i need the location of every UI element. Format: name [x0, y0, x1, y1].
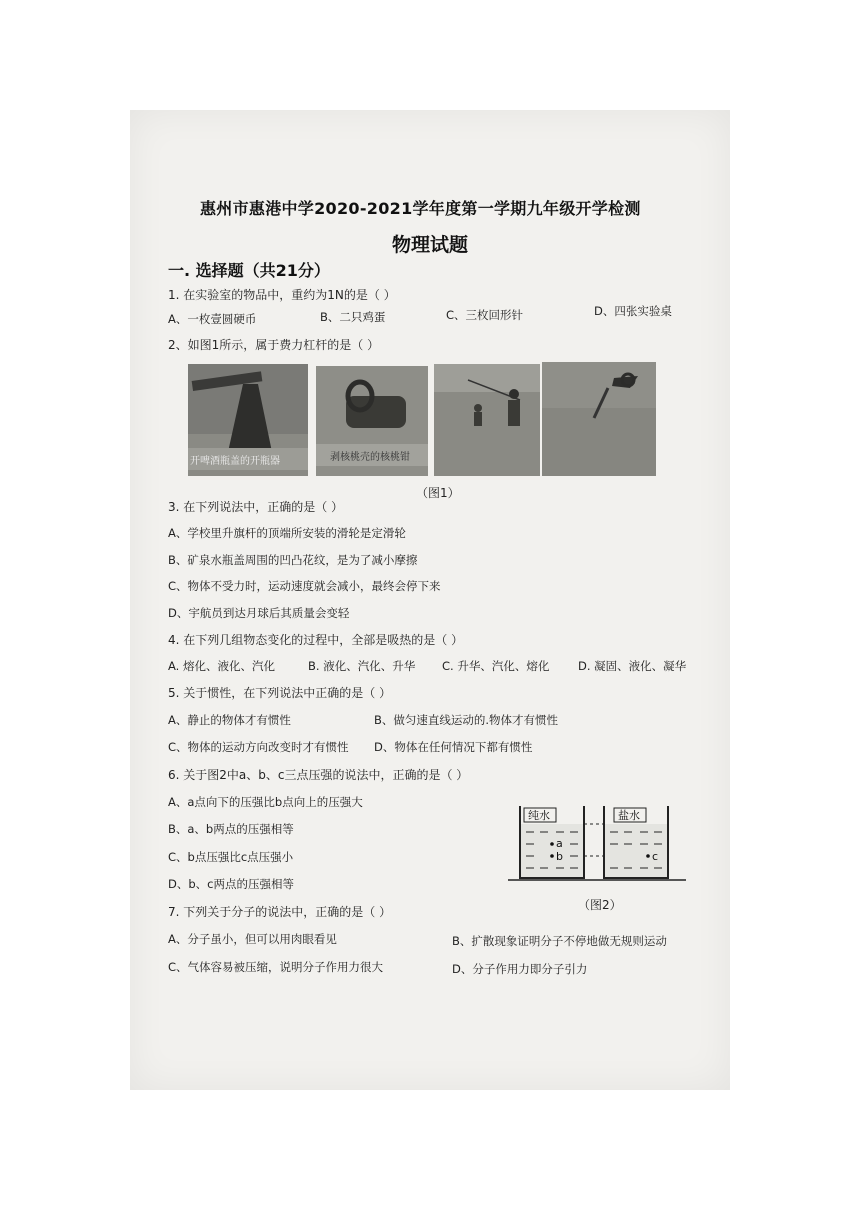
question-1-option-b: B、二只鸡蛋	[320, 310, 386, 324]
beaker-label-salt-water: 盐水	[618, 809, 640, 822]
question-4-option-b: B. 液化、汽化、升华	[308, 659, 416, 673]
question-6-option-a: A、a点向下的压强比b点向上的压强大	[168, 795, 363, 809]
question-3-stem: 3. 在下列说法中，正确的是（ ）	[168, 500, 344, 514]
question-1-option-a: A、一枚壹圆硬币	[168, 312, 257, 326]
exam-subtitle: 物理试题	[392, 234, 469, 256]
figure-1-photo-2-caption: 剥核桃壳的核桃钳	[330, 452, 410, 463]
question-6-option-d: D、b、c两点的压强相等	[168, 877, 294, 891]
question-4-option-d: D. 凝固、液化、凝华	[578, 659, 687, 673]
question-1-option-c: C、三枚回形针	[446, 308, 524, 322]
question-7-option-d: D、分子作用力即分子引力	[452, 962, 588, 976]
point-a-marker	[550, 842, 554, 846]
question-1-stem: 1. 在实验室的物品中，重约为1N的是（ ）	[168, 288, 396, 302]
question-7-option-c: C、气体容易被压缩，说明分子作用力很大	[168, 960, 384, 974]
question-3-option-b: B、矿泉水瓶盖周围的凹凸花纹，是为了减小摩擦	[168, 553, 418, 567]
question-1-option-d: D、四张实验桌	[594, 304, 672, 318]
question-7-option-b: B、扩散现象证明分子不停地做无规则运动	[452, 934, 667, 948]
question-7-stem: 7. 下列关于分子的说法中，正确的是（ ）	[168, 905, 392, 919]
question-3-option-c: C、物体不受力时，运动速度就会减小，最终会停下来	[168, 579, 441, 593]
point-b-label: b	[556, 850, 563, 863]
question-5-option-b: B、做匀速直线运动的.物体才有惯性	[374, 713, 559, 727]
question-5-option-d: D、物体在任何情况下都有惯性	[374, 740, 533, 754]
question-6-stem: 6. 关于图2中a、b、c三点压强的说法中，正确的是（ ）	[168, 768, 469, 782]
question-3-option-d: D、宇航员到达月球后其质量会变轻	[168, 606, 350, 620]
question-5-option-a: A、静止的物体才有惯性	[168, 713, 291, 727]
question-4-option-a: A. 熔化、液化、汽化	[168, 659, 275, 673]
question-6-option-b: B、a、b两点的压强相等	[168, 822, 294, 836]
question-5-stem: 5. 关于惯性，在下列说法中正确的是（ ）	[168, 686, 392, 700]
point-c-marker	[646, 854, 650, 858]
figure-1-photo-bottle-opener	[188, 364, 308, 476]
point-c-label: c	[652, 850, 659, 863]
figure-1-photo-nutcracker	[316, 366, 428, 476]
figure-1-photo-fishing-rod	[434, 364, 540, 476]
figure-2-beakers	[508, 802, 698, 890]
exam-title: 惠州市惠港中学2020-2021学年度第一学期九年级开学检测	[200, 199, 641, 218]
point-a-label: a	[556, 837, 563, 850]
question-2-stem: 2、如图1所示，属于费力杠杆的是（ ）	[168, 338, 380, 352]
figure-1-photo-scissors	[542, 362, 656, 476]
figure-2-caption: （图2）	[578, 898, 622, 912]
question-7-option-a: A、分子虽小，但可以用肉眼看见	[168, 932, 337, 946]
question-5-option-c: C、物体的运动方向改变时才有惯性	[168, 740, 349, 754]
question-4-stem: 4. 在下列几组物态变化的过程中，全部是吸热的是（ ）	[168, 633, 464, 647]
figure-1-photo-1-caption: 开啤酒瓶盖的开瓶器	[190, 456, 280, 467]
question-4-option-c: C. 升华、汽化、熔化	[442, 659, 550, 673]
figure-1-caption: （图1）	[416, 486, 460, 500]
question-3-option-a: A、学校里升旗杆的顶端所安装的滑轮是定滑轮	[168, 526, 406, 540]
beaker-label-pure-water: 纯水	[528, 809, 550, 822]
section-heading: 一. 选择题（共21分）	[168, 261, 330, 280]
question-6-option-c: C、b点压强比c点压强小	[168, 850, 294, 864]
point-b-marker	[550, 854, 554, 858]
exam-paper	[130, 110, 730, 1090]
